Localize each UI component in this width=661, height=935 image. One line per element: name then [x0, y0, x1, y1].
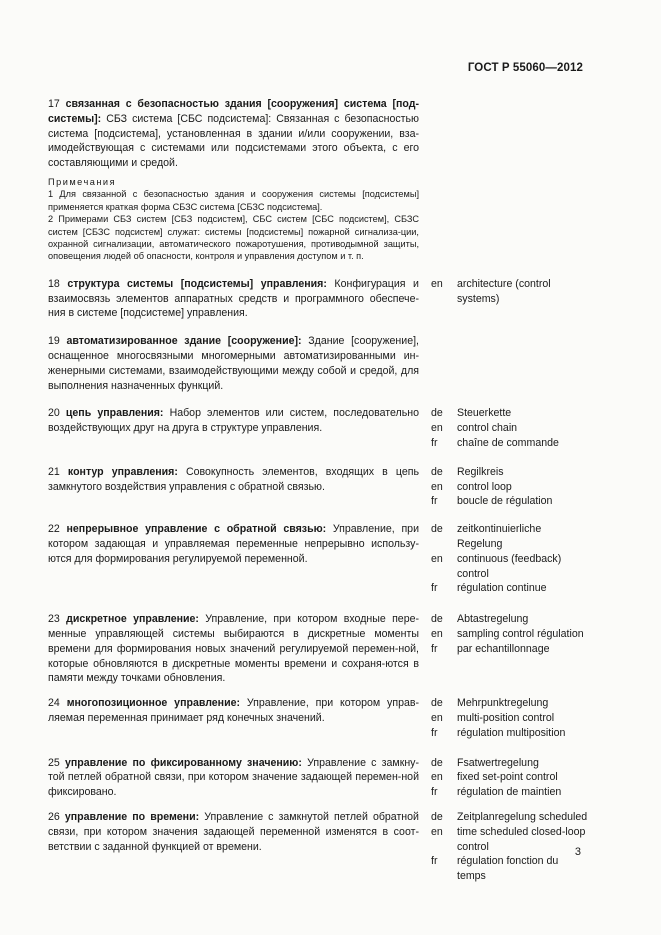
equivalent-term-row: [431, 277, 588, 307]
language-term: architecture (control systems): [457, 277, 551, 305]
entry-term: структура системы [подсистемы] управления:: [67, 277, 327, 290]
equivalent-term-row: [431, 421, 588, 436]
language-term: régulation fonction du temps: [457, 855, 559, 883]
language-code: de: [431, 523, 443, 536]
language-term: Mehrpunktregelung: [457, 697, 549, 710]
equivalent-term-row: [431, 825, 588, 855]
entry-term: управление по фиксированному значению:: [65, 756, 302, 769]
language-code: en: [431, 627, 443, 640]
language-code: en: [431, 552, 443, 565]
equivalent-term-row: [431, 854, 588, 884]
entry-18: [48, 277, 588, 321]
language-code: en: [431, 771, 443, 784]
notes-title: Примечания: [48, 176, 117, 187]
entry-definition: [48, 756, 419, 800]
entry-term: цепь управления:: [65, 407, 164, 420]
language-term: Fsatwertregelung: [457, 756, 539, 769]
standard-header: ГОСТ Р 55060—2012: [467, 62, 583, 74]
equivalent-terms: [431, 612, 588, 686]
equivalent-term-row: [431, 612, 588, 627]
entry-term: связанная с безопасностью здания [сооружения] система [под-системы]:: [48, 98, 419, 125]
entry-text: Управление, при котором входные пере-менные управляющей системы выбираются в дискретные моменты времени для формирования новых значений регулируемой перемен-ной, которые обновляются в дискретные моменты времени и сохраня-ются в памяти между точками обновления.: [48, 613, 420, 685]
entry-definition: [48, 277, 419, 321]
equivalent-term-row: [431, 480, 588, 495]
equivalent-terms: [431, 465, 588, 509]
entry-number: 24: [48, 697, 60, 710]
note-item: 2 Примерами СБЗ систем [СБЗ подсистем], СБС систем [СБС подсистем], СБЗС систем [СБЗС подсистем] служат: системы [подсистемы] пожарной сигнализа-ции, охранной сигнализации, автоматического пожаротушения, противодымной защиты, оповещения людей об опасности, контроля и управления доступом и т. п.: [48, 214, 419, 262]
equivalent-terms: [431, 522, 588, 596]
entry-text: Управление с замкнутой петлей обратной связи, при котором значения задающей переменной изменятся в соот-ветствии с заданной функцией от времени.: [48, 810, 419, 853]
language-term: control chain: [457, 422, 518, 435]
entry-number: 17: [48, 98, 60, 110]
language-term: Regilkreis: [457, 465, 504, 478]
entry-text: Здание [сооружение], оснащенное многосвязными многомерными автоматизированными ин-женерными системами, взаимодействующими между собой и средой, для выполнения назначенных функций.: [48, 335, 419, 392]
document-content: [48, 97, 588, 884]
language-term: multi-position control: [457, 711, 555, 724]
equivalent-term-row: [431, 785, 588, 800]
notes-block: [48, 176, 419, 263]
equivalent-term-row: [431, 696, 588, 711]
entry-number: 21: [48, 465, 60, 478]
entry-text: Управление, при котором задающая и управляемая переменные непрерывно использу-ются для формирования регулируемой переменной.: [48, 523, 419, 565]
entry-term: непрерывное управление с обратной связью:: [66, 523, 327, 536]
language-code: de: [431, 810, 443, 823]
equivalent-terms: [431, 406, 588, 450]
equivalent-term-row: [431, 436, 588, 451]
language-code: de: [431, 465, 443, 478]
entry-term: дискретное управление:: [66, 613, 199, 626]
equivalent-terms: [431, 756, 588, 800]
entry-number: 22: [48, 523, 60, 536]
language-code: en: [431, 825, 443, 838]
language-term: fixed set-point control: [457, 771, 558, 784]
language-code: en: [431, 480, 443, 493]
equivalent-terms: [431, 696, 588, 740]
entry-term: контур управления:: [67, 465, 178, 478]
entry-definition: [48, 612, 419, 686]
entry-term: многопозиционное управление:: [66, 697, 241, 710]
language-code: fr: [431, 786, 438, 799]
entry-text: Совокупность элементов, входящих в цепь замкнутого воздействия управления с обратной связью.: [48, 465, 419, 493]
entry-23: [48, 612, 588, 686]
equivalent-terms: [431, 334, 588, 393]
entry-number: 20: [48, 407, 60, 420]
language-term: chaîne de commande: [457, 437, 559, 449]
entry-number: 26: [48, 810, 60, 823]
entry-text: СБЗ система [СБС подсистема]: Связанная с безопасностью система [подсистема], установленная в здании и/или сооружении, вза-имодействующая с системами или подсистемами этого объекта, с его составляющими и средой.: [48, 112, 419, 170]
language-code: de: [431, 756, 443, 769]
equivalent-term-row: [431, 711, 588, 726]
entry-25: [48, 756, 588, 800]
entry-text: Конфигурация и взаимосвязь элементов аппаратных средств и программного обеспече-ния в системе [подсистеме] управления.: [48, 277, 419, 320]
entry-definition: [48, 465, 419, 509]
equivalent-terms: [431, 810, 588, 884]
entry-17: [48, 97, 588, 171]
language-term: boucle de régulation: [457, 495, 553, 508]
language-code: en: [431, 711, 443, 724]
entry-number: 18: [48, 277, 60, 290]
entry-definition: [48, 810, 419, 884]
entry-number: 19: [48, 335, 60, 348]
equivalent-term-row: [431, 810, 588, 825]
equivalent-term-row: [431, 522, 588, 552]
entry-text: Набор элементов или систем, последовательно воздействующих друг на друга в структуре управления.: [48, 407, 419, 435]
language-code: de: [431, 697, 443, 710]
equivalent-term-row: [431, 627, 588, 642]
equivalent-term-row: [431, 552, 588, 582]
equivalent-term-row: [431, 406, 588, 421]
language-term: Abtastregelung: [457, 613, 529, 626]
language-term: zeitkontinuierliche Regelung: [457, 523, 542, 550]
language-code: en: [431, 277, 443, 290]
entry-22: [48, 522, 588, 596]
language-code: fr: [431, 855, 438, 868]
entry-definition: [48, 97, 419, 171]
language-term: régulation continue: [457, 582, 547, 595]
language-term: Steuerkette: [457, 407, 512, 420]
language-code: fr: [431, 642, 438, 655]
entry-24: [48, 696, 588, 740]
language-term: par echantillonnage: [457, 642, 550, 655]
entry-20: [48, 406, 588, 450]
language-code: fr: [431, 726, 438, 739]
equivalent-term-row: [431, 770, 588, 785]
entry-term: управление по времени:: [64, 810, 200, 823]
entry-definition: [48, 522, 419, 596]
equivalent-term-row: [431, 581, 588, 596]
language-term: sampling control régulation: [457, 627, 584, 640]
equivalent-term-row: [431, 756, 588, 771]
entry-definition: [48, 406, 419, 450]
equivalent-term-row: [431, 465, 588, 480]
language-code: fr: [431, 582, 438, 595]
language-term: time scheduled closed-loop control: [457, 825, 586, 853]
entries-list: [48, 277, 588, 884]
language-term: continuous (feedback) control: [457, 552, 562, 580]
entry-19: [48, 334, 588, 393]
entry-definition: [48, 334, 419, 393]
equivalent-terms: [431, 277, 588, 321]
language-term: Zeitplanregelung scheduled: [457, 810, 588, 823]
entry-text: Управление с замкну-той петлей обратной связи, при котором значение задающей перемен-ной фиксировано.: [48, 756, 419, 799]
note-item: 1 Для связанной с безопасностью здания и сооружения системы [подсистемы] применяется краткая форма СБЗС система [СБЗС подсистема].: [48, 189, 419, 212]
entry-26: [48, 810, 588, 884]
entry-text: Управление, при котором управ-ляемая переменная принимает ряд конечных значений.: [48, 697, 420, 724]
entry-definition: [48, 696, 419, 740]
language-term: régulation de maintien: [457, 786, 562, 799]
equivalent-term-row: [431, 642, 588, 657]
entry-21: [48, 465, 588, 509]
entry-number: 25: [48, 756, 60, 769]
page-number: 3: [574, 846, 581, 858]
language-term: régulation multiposition: [457, 726, 566, 739]
language-code: fr: [431, 437, 438, 449]
entry-term: автоматизированное здание [сооружение]:: [66, 335, 302, 348]
language-code: de: [431, 613, 443, 626]
language-code: fr: [431, 495, 438, 508]
equivalent-term-row: [431, 726, 588, 741]
language-term: control loop: [457, 480, 512, 493]
entry-number: 23: [48, 613, 60, 626]
language-code: en: [431, 422, 443, 435]
equivalent-term-row: [431, 494, 588, 509]
language-code: de: [431, 407, 443, 420]
